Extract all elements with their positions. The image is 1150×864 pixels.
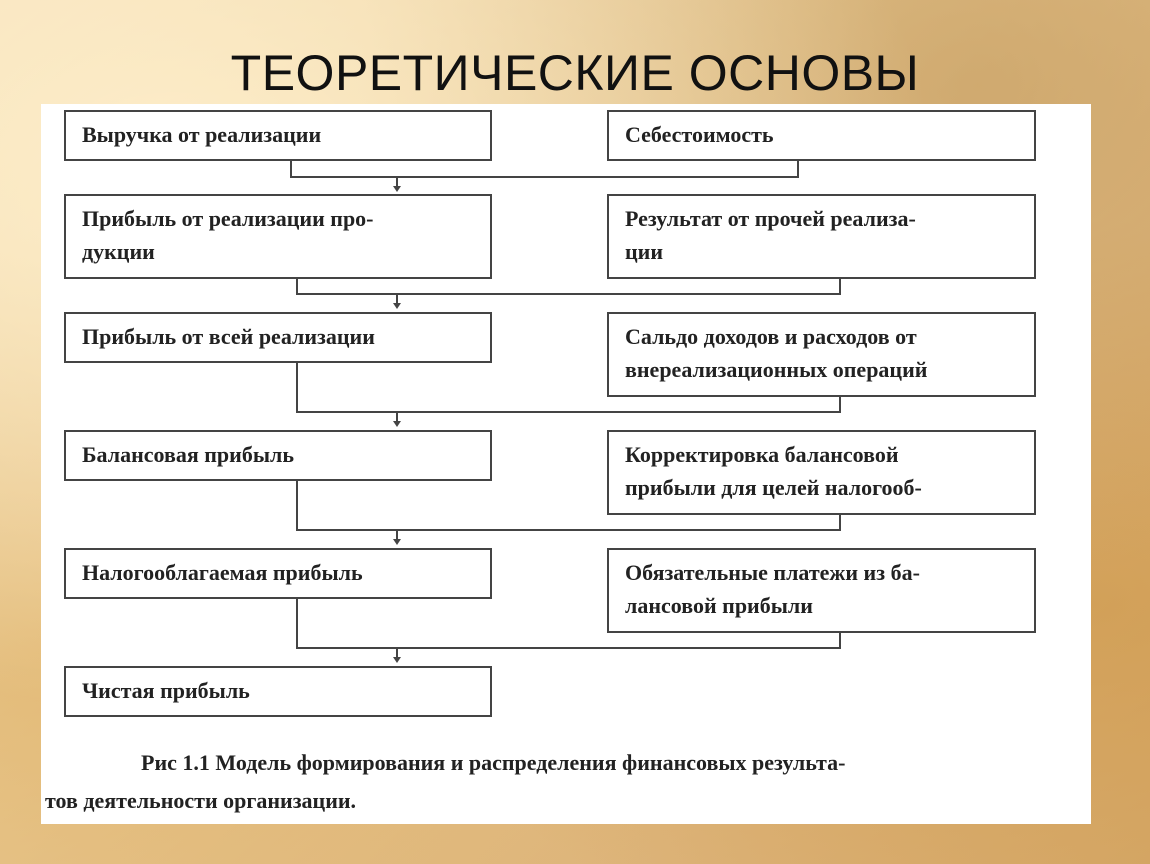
box-balance-profit [64,430,492,481]
box-non-operating-balance-label: Сальдо доходов и расходов от внереализационных операций [625,324,928,382]
box-cost-label: Себестоимость [625,122,774,147]
box-taxable-profit-label: Налогооблагаемая прибыль [82,560,363,585]
arrowhead-4 [393,539,401,545]
box-non-operating-balance [607,312,1036,397]
box-product-sales-profit [64,194,492,279]
caption-line-2: тов деятельности организации. [45,788,357,813]
arrowhead-5 [393,657,401,663]
diagram-panel [41,104,1091,824]
box-cost [607,110,1036,161]
box-mandatory-payments [607,548,1036,633]
arrowhead-3 [393,421,401,427]
box-total-sales-profit [64,312,492,363]
box-net-profit [64,666,492,717]
box-tax-adjustment-label: Корректировка балансовой прибыли для целей налогооб- [625,442,922,500]
box-revenue [64,110,492,161]
box-taxable-profit [64,548,492,599]
box-mandatory-payments-label: Обязательные платежи из ба- лансовой прибыли [625,560,920,618]
caption-line-1: Рис 1.1 Модель формирования и распределения финансовых результа- [141,750,846,775]
box-net-profit-label: Чистая прибыль [82,678,250,703]
box-tax-adjustment [607,430,1036,515]
box-total-sales-profit-label: Прибыль от всей реализации [82,324,375,349]
arrowhead-1 [393,186,401,192]
box-other-sales-result-label: Результат от прочей реализа- ции [625,206,916,264]
box-balance-profit-label: Балансовая прибыль [82,442,294,467]
box-other-sales-result [607,194,1036,279]
arrowhead-2 [393,303,401,309]
slide-title: ТЕОРЕТИЧЕСКИЕ ОСНОВЫ [230,45,920,101]
box-revenue-label: Выручка от реализации [82,122,322,147]
connector-1 [291,160,798,177]
box-product-sales-profit-label: Прибыль от реализации про- дукции [82,206,374,264]
figure-caption [45,744,1090,820]
connector-2 [297,278,840,294]
